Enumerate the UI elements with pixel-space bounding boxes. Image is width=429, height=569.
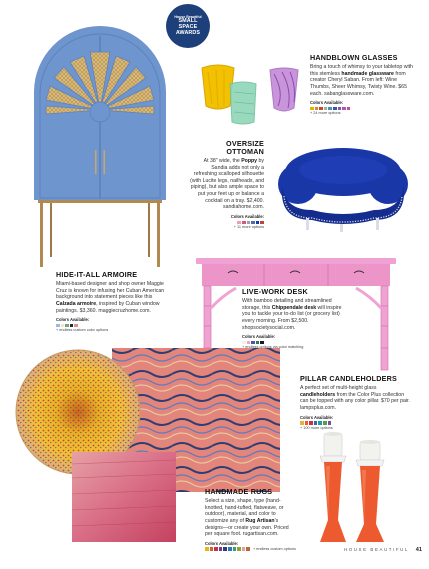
- color-swatch: [305, 421, 309, 425]
- color-swatch: [223, 547, 227, 551]
- color-swatch: [315, 107, 319, 111]
- desk-title: LIVE-WORK DESK: [242, 287, 308, 296]
- color-swatch: [338, 107, 342, 111]
- color-swatch: [328, 421, 332, 425]
- rugs-swatches: [205, 547, 250, 551]
- desk-swatches: [242, 341, 350, 345]
- candles-title: PILLAR CANDLEHOLDERS: [300, 374, 398, 383]
- glassware-section: [310, 54, 416, 115]
- armoire-section: [56, 271, 172, 332]
- candles-section: [300, 375, 412, 430]
- candles-swatches: [300, 421, 412, 425]
- color-swatch: [309, 421, 313, 425]
- page-number: 41: [415, 547, 422, 553]
- ottoman-title-line2: OTTOMAN: [226, 146, 264, 156]
- glassware-options: + 24 more options: [310, 111, 341, 116]
- color-swatch: [242, 221, 246, 225]
- badge-line1: SMALL: [178, 18, 198, 25]
- color-swatch: [246, 547, 250, 551]
- color-swatch: [65, 324, 69, 328]
- color-swatch: [214, 547, 218, 551]
- color-swatch: [205, 547, 209, 551]
- color-swatch: [251, 341, 255, 345]
- color-swatch: [324, 107, 328, 111]
- color-swatch: [314, 421, 318, 425]
- desk-description: With bamboo detailing and streamlined storage, this Chippendale desk will inspire you to tackle your to-do list (or grocery list) every morning. From $2,500. shopsocietysocial.com.: [242, 297, 342, 331]
- armoire-colors-label: Colors Available:: [56, 317, 90, 323]
- armoire-description: Miami-based designer and shop owner Maggie Cruz is known for infusing her Cuban American background into statement pieces like this Calzada armoire, inspired by Cuban window paintings. $3,360. maggiecruzhome.com.: [56, 280, 165, 314]
- badge-line3: AWARDS: [175, 29, 201, 36]
- ottoman-options: + 11 more options: [233, 225, 264, 230]
- color-swatch: [237, 547, 241, 551]
- small-space-awards-badge: [166, 4, 210, 48]
- armoire-title: HIDE-IT-ALL ARMOIRE: [56, 270, 138, 279]
- ottoman-swatches: [190, 221, 264, 225]
- color-swatch: [242, 341, 246, 345]
- footer-magazine-name: HOUSE BEAUTIFUL: [344, 547, 409, 552]
- color-swatch: [323, 421, 327, 425]
- color-swatch: [210, 547, 214, 551]
- color-swatch: [70, 324, 74, 328]
- color-swatch: [242, 547, 246, 551]
- glassware-description: Bring a touch of whimsy to your tabletop with this stemless handmade glassware from creator Cheryl Saban. From left: Wine Thumbs, Sheer Whimsy, Twisty Wine. $65 each. sabanglassware.com.: [310, 63, 413, 97]
- color-swatch: [260, 221, 264, 225]
- color-swatch: [328, 107, 332, 111]
- glassware-image: [198, 62, 308, 128]
- color-swatch: [318, 421, 322, 425]
- rugs-description: Select a size, shape, type (hand-knotted, hand-tufted, flatweave, or outdoor), material, and color to customize any of Rug Artisan's designs—or create your own. Priced per square foot. rugartisan.com.: [205, 497, 289, 538]
- color-swatch: [56, 324, 60, 328]
- color-swatch: [247, 341, 251, 345]
- ottoman-description: At 38" wide, the Poppy by Sandia adds not only a refreshing scalloped silhouette (with Lucite legs, nailheads, and piping), but also ample space to put your feet up or balance a cocktail on a tray. $2,400. sandiahome.com.: [190, 157, 264, 211]
- armoire-options: + endless custom color options: [56, 328, 109, 333]
- color-swatch: [247, 221, 251, 225]
- color-swatch: [74, 324, 78, 328]
- color-swatch: [219, 547, 223, 551]
- rugs-options: + endless custom options: [252, 546, 296, 551]
- ottoman-image: [276, 140, 410, 235]
- candles-colors-label: Colors Available:: [300, 414, 334, 420]
- color-swatch: [251, 221, 255, 225]
- glassware-swatches: [310, 107, 416, 111]
- color-swatch: [333, 107, 337, 111]
- color-swatch: [256, 341, 260, 345]
- color-swatch: [300, 421, 304, 425]
- color-swatch: [237, 221, 241, 225]
- rugs-section: [205, 488, 297, 551]
- candleholders-image: [312, 420, 396, 548]
- rugs-colors-label: Colors Available:: [205, 540, 239, 546]
- candles-options: + 100 more options: [300, 425, 333, 430]
- armoire-image: [20, 22, 180, 272]
- color-swatch: [342, 107, 346, 111]
- color-swatch: [310, 107, 314, 111]
- color-swatch: [319, 107, 323, 111]
- ottoman-colors-label: Colors Available:: [230, 214, 264, 220]
- color-swatch: [233, 547, 237, 551]
- badge-line2: SPACE: [178, 23, 198, 30]
- glassware-title: HANDBLOWN GLASSES: [310, 53, 398, 62]
- color-swatch: [61, 324, 65, 328]
- glassware-colors-label: Colors Available:: [310, 100, 344, 106]
- color-swatch: [228, 547, 232, 551]
- ottoman-title-line1: OVERSIZE: [226, 139, 264, 148]
- desk-section: [242, 288, 350, 349]
- color-swatch: [256, 221, 260, 225]
- rugs-swatch-row: [205, 546, 297, 551]
- candles-description: A perfect set of multi-height glass candleholders from the Color Plus collection can be topped with any color pillar. $70 per pair. lampsplus.com.: [300, 384, 410, 411]
- ottoman-section: [190, 140, 264, 229]
- desk-colors-label: Colors Available:: [242, 334, 276, 340]
- color-swatch: [347, 107, 351, 111]
- badge-brand: House Beautiful: [174, 14, 202, 19]
- desk-options: + endless options via color matching: [242, 345, 304, 350]
- rugs-title: HANDMADE RUGS: [205, 487, 273, 496]
- armoire-swatches: [56, 324, 172, 328]
- color-swatch: [260, 341, 264, 345]
